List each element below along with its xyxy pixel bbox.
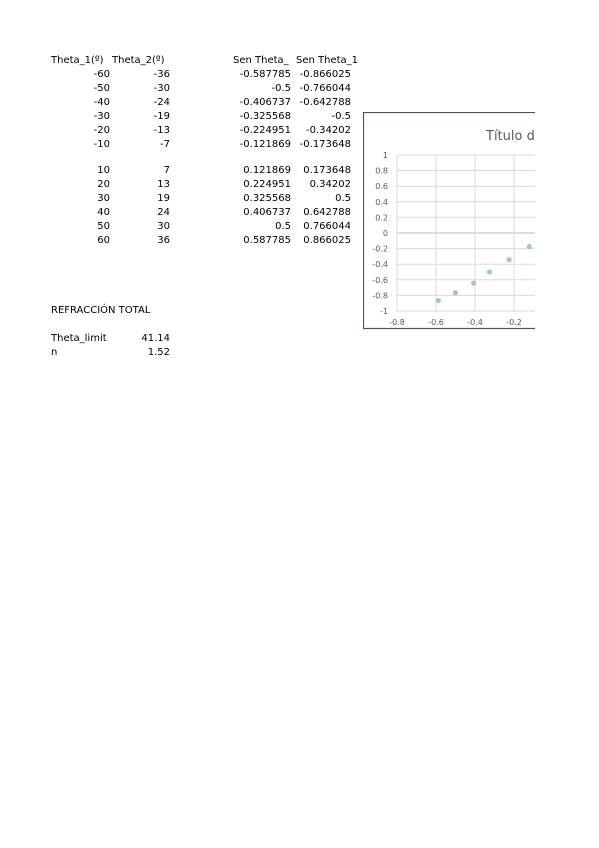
sen-theta-a-cell: -0.121869 [239,139,291,150]
y-tick-label: 0.6 [375,182,388,192]
data-point [527,244,532,249]
sen-theta-a-cell: -0.325568 [239,111,291,122]
y-tick-label: -0.6 [372,275,388,285]
sen-theta-b-cell: 0.34202 [309,179,351,190]
sen-theta-b-cell: 0.766044 [303,221,351,232]
chart-border [364,113,536,329]
y-tick-label: -1 [380,307,388,316]
header-sen-theta-b: Sen Theta_1 [296,55,359,66]
sen-theta-a-cell: -0.224951 [239,125,291,136]
sen-theta-a-cell: 0.5 [275,221,291,232]
theta1-cell: 30 [97,193,110,204]
y-tick-label: 0.4 [375,197,388,207]
y-tick-label: 0 [382,229,388,238]
theta2-cell: -30 [153,83,170,94]
data-point [507,257,512,262]
theta1-cell: -10 [93,139,110,150]
theta1-cell: -50 [93,83,110,94]
theta2-cell: -24 [153,97,170,108]
param-value-n: 1.52 [147,347,170,358]
y-tick-label: -0.4 [372,260,388,270]
x-tick-label: -0.4 [467,318,483,327]
sen-theta-a-cell: 0.587785 [243,235,291,246]
sen-theta-b-cell: -0.5 [331,111,351,122]
sen-theta-b-cell: -0.34202 [306,125,351,136]
param-value-theta-limit: 41.14 [141,333,170,344]
header-sen-theta-a: Sen Theta_ [233,55,289,66]
chart-title: Título d [486,129,535,144]
x-tick-label: -0.6 [428,318,444,327]
x-tick-label: -0.2 [506,318,522,327]
sen-theta-a-cell: 0.325568 [243,193,291,204]
theta2-cell: 30 [157,221,170,232]
param-label-theta-limit: Theta_limit [51,333,107,344]
theta2-cell: 7 [163,165,170,176]
param-label-n: n [51,347,58,358]
sen-theta-a-cell: -0.5 [271,83,291,94]
theta1-cell: 10 [97,165,110,176]
header-theta1: Theta_1(º) [51,55,104,66]
sen-theta-b-cell: -0.866025 [299,69,351,80]
sen-theta-a-cell: 0.406737 [243,207,291,218]
theta2-cell: 19 [157,193,170,204]
data-point [487,269,492,274]
data-point [471,281,476,286]
theta1-cell: 40 [97,207,110,218]
sen-theta-b-cell: 0.5 [335,193,351,204]
sen-theta-b-cell: 0.173648 [303,165,351,176]
sen-theta-a-cell: -0.406737 [239,97,291,108]
data-point [436,298,441,303]
theta2-cell: -19 [153,111,170,122]
theta1-cell: -30 [93,111,110,122]
y-tick-label: -0.2 [372,244,388,254]
theta1-cell: 60 [97,235,110,246]
data-point [453,290,458,295]
theta1-cell: 50 [97,221,110,232]
theta1-cell: -20 [93,125,110,136]
theta2-cell: -7 [160,139,170,150]
y-tick-label: 0.8 [375,166,388,176]
theta2-cell: -13 [153,125,170,136]
scatter-chart[interactable] [363,112,535,330]
sen-theta-b-cell: 0.642788 [303,207,351,218]
sen-theta-a-cell: 0.224951 [243,179,291,190]
theta2-cell: 13 [157,179,170,190]
sen-theta-b-cell: -0.173648 [299,139,351,150]
theta1-cell: -60 [93,69,110,80]
sen-theta-b-cell: -0.642788 [299,97,351,108]
sen-theta-a-cell: -0.587785 [239,69,291,80]
sen-theta-a-cell: 0.121869 [243,165,291,176]
theta2-cell: 24 [157,207,170,218]
y-tick-label: 0.2 [375,213,388,223]
sen-theta-b-cell: -0.766044 [299,83,351,94]
section-title: REFRACCIÓN TOTAL [51,305,151,316]
theta2-cell: -36 [153,69,170,80]
sen-theta-b-cell: 0.866025 [303,235,351,246]
y-tick-label: -0.8 [372,291,388,301]
x-tick-label: -0.8 [389,318,405,327]
theta2-cell: 36 [157,235,170,246]
theta1-cell: -40 [93,97,110,108]
y-tick-label: 1 [382,151,388,160]
theta1-cell: 20 [97,179,110,190]
header-theta2: Theta_2(º) [112,55,165,66]
chart-canvas [363,112,535,330]
